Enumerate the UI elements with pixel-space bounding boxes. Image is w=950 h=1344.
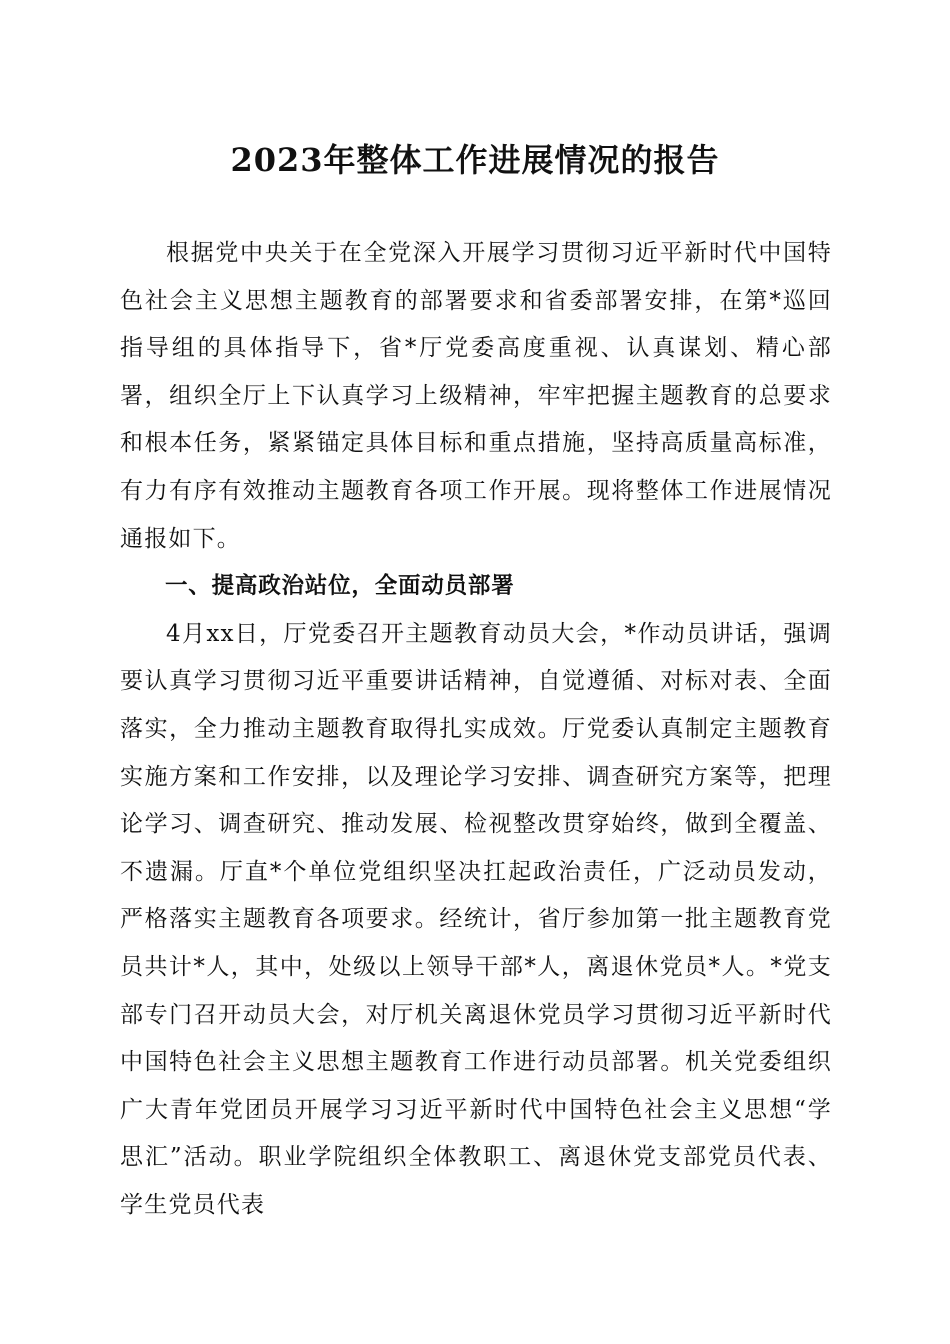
section-1-paragraph: 4月xx日，厅党委召开主题教育动员大会，*作动员讲话，强调要认真学习贯彻习近平重要讲话精神，自觉遵循、对标对表、全面落实，全力推动主题教育取得扎实成效。厅党委认真制定主题教育实施方案和工作安排，以及理论学习安排、调查研究方案等，把理论学习、调查研究、推动发展、检视整改贯穿始终，做到全覆盖、不遗漏。厅直*个单位党组织坚决扛起政治责任，广泛动员发动，严格落实主题教育各项要求。经统计，省厅参加第一批主题教育党员共计*人，其中，处级以上领导干部*人，离退休党员*人。*党支部专门召开动员大会，对厅机关离退休党员学习贯彻习近平新时代中国特色社会主义思想主题教育工作进行动员部署。机关党委组织广大青年党团员开展学习习近平新时代中国特色社会主义思想“学思汇”活动。职业学院组织全体教职工、离退休党支部党员代表、学生党员代表: [120, 620, 832, 1218]
intro-paragraph: 根据党中央关于在全党深入开展学习贯彻习近平新时代中国特色社会主义思想主题教育的部署要求和省委部署安排，在第*巡回指导组的具体指导下，省*厅党委高度重视、认真谋划、精心部署，组织全厅上下认真学习上级精神，牢牢把握主题教育的总要求和根本任务，紧紧锚定具体目标和重点措施，坚持高质量高标准，有力有序有效推动主题教育各项工作开展。现将整体工作进展情况通报如下。: [120, 240, 832, 552]
document-body: [120, 230, 832, 1229]
document-title: 2023年整体工作进展情况的报告: [230, 141, 720, 179]
section-1-heading: 一、提高政治站位，全面动员部署: [165, 573, 515, 600]
